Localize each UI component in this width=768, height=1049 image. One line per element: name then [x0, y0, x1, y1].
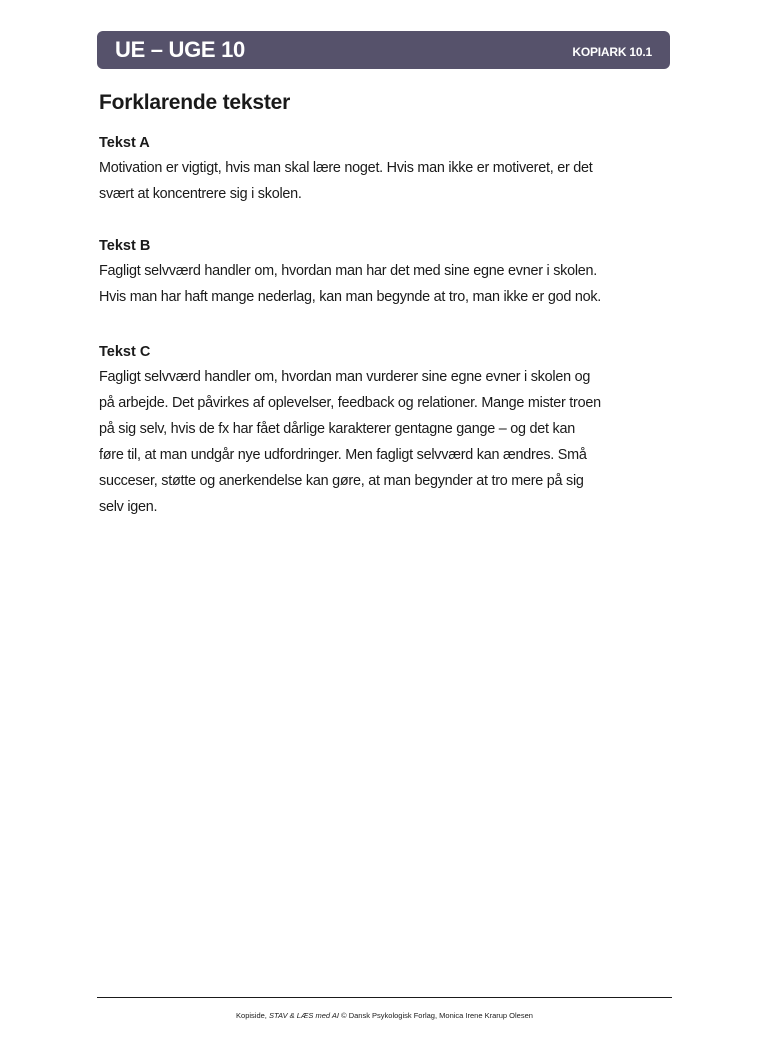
section-body: [99, 155, 674, 207]
sheet-label: KOPIARK 10.1: [572, 45, 652, 59]
body-line: selv igen.: [99, 499, 158, 515]
section-tekst-b: [99, 236, 674, 310]
body-line: på arbejde. Det påvirkes af oplevelser, feedback og relationer. Mange mister troen: [99, 395, 601, 411]
body-line: Motivation er vigtigt, hvis man skal lære noget. Hvis man ikke er motiveret, er det: [99, 160, 593, 176]
body-line: Hvis man har haft mange nederlag, kan man begynde at tro, man ikke er god nok.: [99, 289, 602, 305]
body-line: på sig selv, hvis de fx har fået dårlige karakterer gentagne gange – og det kan: [99, 421, 575, 437]
body-line: Fagligt selvværd handler om, hvordan man har det med sine egne evner i skolen.: [99, 263, 598, 279]
section-body: [99, 258, 674, 310]
section-heading: Tekst C: [99, 344, 151, 360]
section-body: [99, 364, 674, 520]
header-bar: [97, 31, 670, 69]
body-line: succeser, støtte og anerkendelse kan gøre, at man begynder at tro mere på sig: [99, 473, 584, 489]
footer-divider: [97, 997, 672, 998]
page-title: Forklarende tekster: [99, 91, 291, 114]
section-tekst-c: [99, 342, 674, 520]
body-line: Fagligt selvværd handler om, hvordan man vurderer sine egne evner i skolen og: [99, 369, 591, 385]
footer-book-title: STAV & LÆS med AI: [268, 1011, 339, 1020]
footer-prefix: Kopiside,: [236, 1011, 269, 1020]
footer-suffix: © Dansk Psykologisk Forlag, Monica Irene Krarup Olesen: [339, 1011, 533, 1020]
body-line: svært at koncentrere sig i skolen.: [99, 186, 302, 202]
section-tekst-a: [99, 133, 674, 207]
body-line: føre til, at man undgår nye udfordringer. Men fagligt selvværd kan ændres. Små: [99, 447, 587, 463]
section-heading: Tekst A: [99, 135, 150, 151]
footer-credit: [97, 1010, 672, 1022]
header-title: UE – UGE 10: [115, 37, 245, 62]
section-heading: Tekst B: [99, 238, 151, 254]
